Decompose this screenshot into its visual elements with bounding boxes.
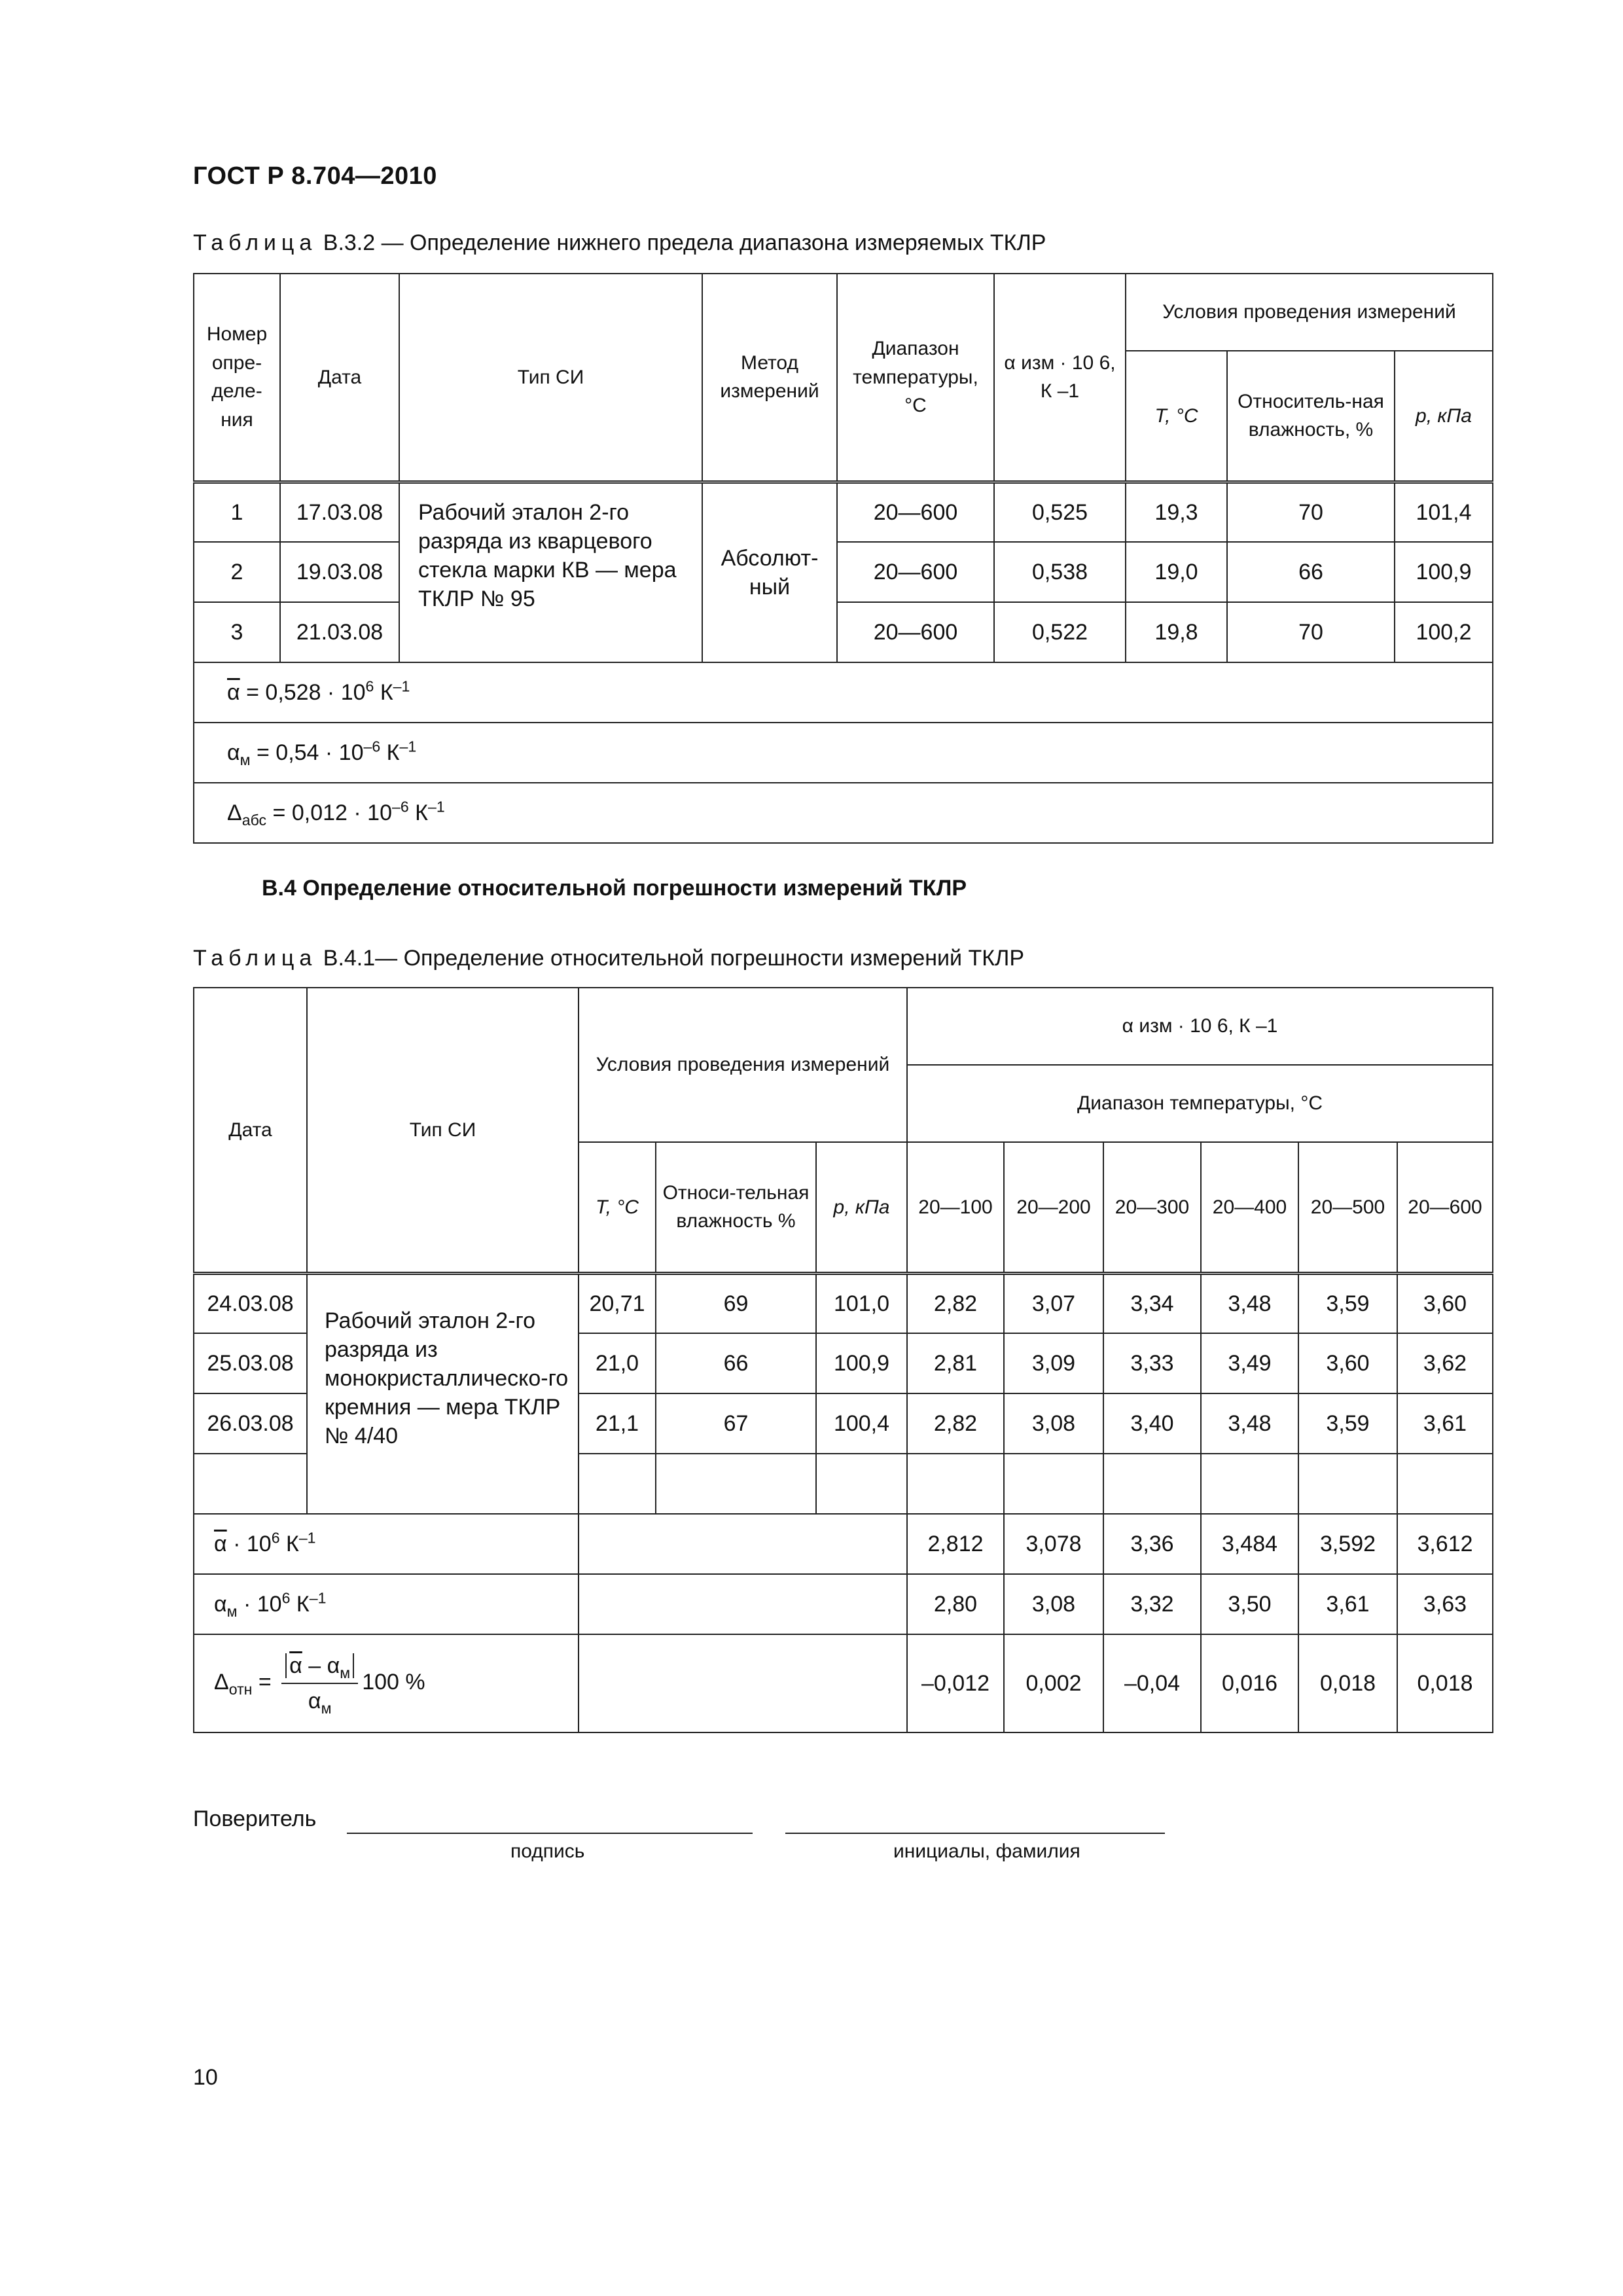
cell-humidity: 70 [1227,482,1395,542]
cell-value: 3,49 [1201,1333,1298,1393]
cell-temperature: 19,0 [1126,542,1227,602]
col-header-humidity: Относитель-ная влажность, % [1227,351,1395,482]
cell-reference: 3,63 [1397,1574,1493,1634]
cell-value: 3,09 [1004,1333,1103,1393]
col-header-temperature: Т, °С [1126,351,1227,482]
cell-relative-error: 0,002 [1004,1634,1103,1732]
cell-humidity: 66 [656,1333,816,1393]
cell-relative-error: –0,012 [907,1634,1004,1732]
relative-error-formula: $\Delta_{отн}$ = $\frac{\overline{\alpha} - \alpha_м}{\alpha_м}$ 100 % [194,1634,579,1732]
table2-caption [193,946,1024,971]
cell-value: 3,61 [1397,1393,1493,1454]
cell-empty [1397,1454,1493,1514]
section-title: В.4 Определение относительной погрешности измерений ТКЛР [262,876,967,901]
col-header-range-20-400: 20—400 [1201,1142,1298,1273]
cell-empty [579,1454,656,1514]
cell-relative-error: –0,04 [1103,1634,1201,1732]
col-header-temperature-range: Диапазон температуры, °С [907,1065,1493,1142]
cell-reference: 2,80 [907,1574,1004,1634]
cell-instrument: Рабочий эталон 2-го разряда из кварцевого стекла марки КВ — мера ТКЛР № 95 [399,482,702,662]
cell-value: 3,59 [1298,1273,1397,1333]
col-header-alpha: α изм · 10 6, К –1 [994,274,1126,482]
cell-instrument: Рабочий эталон 2-го разряда из монокристаллическо-го кремния — мера ТКЛР № 4/40 [307,1273,579,1514]
cell-value: 3,33 [1103,1333,1201,1393]
cell-humidity: 66 [1227,542,1395,602]
cell-temperature: 21,1 [579,1393,656,1454]
table-lower-limit [193,273,1493,844]
mean-alpha-formula: $\overline{\alpha} = 0,528 \cdot 10^6$ $К^{-1}$ [194,662,1493,723]
cell-empty [579,1514,907,1574]
cell-pressure: 100,2 [1395,602,1493,662]
col-header-conditions: Условия проведения измерений [579,988,907,1142]
cell-empty [1201,1454,1298,1514]
cell-range: 20—600 [837,482,994,542]
cell-date: 21.03.08 [280,602,399,662]
cell-alpha: 0,538 [994,542,1126,602]
cell-empty [194,1454,307,1514]
cell-empty [1004,1454,1103,1514]
reference-alpha-formula: $\alpha_м = 0,54 \cdot 10^{-6}$ $К^{-1}$ [194,723,1493,783]
cell-number: 3 [194,602,280,662]
table-row [194,542,1493,602]
cell-value: 2,81 [907,1333,1004,1393]
cell-pressure: 101,4 [1395,482,1493,542]
col-header-type: Тип СИ [307,988,579,1273]
table2-caption-text: В.4.1— Определение относительной погрешности измерений ТКЛР [323,946,1025,971]
table2-caption-prefix: Таблица [193,946,317,971]
table-relative-error [193,987,1493,1733]
cell-temperature: 20,71 [579,1273,656,1333]
cell-value: 3,34 [1103,1273,1201,1333]
cell-mean: 2,812 [907,1514,1004,1574]
table1-caption-prefix: Таблица [193,230,317,255]
summary-row-absolute-error [194,783,1493,843]
cell-value: 3,08 [1004,1393,1103,1454]
cell-mean: 3,612 [1397,1514,1493,1574]
cell-mean: 3,36 [1103,1514,1201,1574]
summary-row-reference [194,723,1493,783]
cell-empty [1103,1454,1201,1514]
cell-humidity: 70 [1227,602,1395,662]
cell-reference: 3,08 [1004,1574,1103,1634]
table1-caption-text: В.3.2 — Определение нижнего предела диапазона измеряемых ТКЛР [323,230,1046,255]
cell-alpha: 0,525 [994,482,1126,542]
cell-range: 20—600 [837,542,994,602]
col-header-temperature: Т, °С [579,1142,656,1273]
cell-range: 20—600 [837,602,994,662]
cell-date: 24.03.08 [194,1273,307,1333]
cell-pressure: 101,0 [816,1273,907,1333]
cell-mean: 3,592 [1298,1514,1397,1574]
summary-row-reference [194,1574,1493,1634]
col-header-range: Диапазон температуры, °С [837,274,994,482]
cell-date: 19.03.08 [280,542,399,602]
absolute-error-formula: $\Delta_{абс} = 0,012 \cdot 10^{-6}$ $К^{-1}$ [194,783,1493,843]
cell-relative-error: 0,018 [1298,1634,1397,1732]
mean-alpha-label: $\overline{\alpha} \cdot 10^6$ $К^{-1}$ [194,1514,579,1574]
cell-value: 3,07 [1004,1273,1103,1333]
col-header-conditions: Условия проведения измерений [1126,274,1493,351]
document-header: ГОСТ Р 8.704—2010 [193,162,437,190]
verifier-label: Поверитель [193,1806,317,1831]
col-header-date: Дата [194,988,307,1273]
cell-pressure: 100,9 [816,1333,907,1393]
cell-empty [1298,1454,1397,1514]
cell-reference: 3,32 [1103,1574,1201,1634]
col-header-range-20-300: 20—300 [1103,1142,1201,1273]
summary-row-relative-error [194,1634,1493,1732]
cell-pressure: 100,9 [1395,542,1493,602]
cell-value: 2,82 [907,1393,1004,1454]
cell-pressure: 100,4 [816,1393,907,1454]
col-header-pressure: р, кПа [816,1142,907,1273]
cell-humidity: 69 [656,1273,816,1333]
col-header-type: Тип СИ [399,274,702,482]
cell-value: 3,48 [1201,1273,1298,1333]
summary-row-mean [194,1514,1493,1574]
cell-value: 3,60 [1298,1333,1397,1393]
name-caption: инициалы, фамилия [893,1840,1080,1862]
cell-date: 26.03.08 [194,1393,307,1454]
cell-temperature: 19,8 [1126,602,1227,662]
cell-value: 3,62 [1397,1333,1493,1393]
cell-temperature: 19,3 [1126,482,1227,542]
cell-empty [579,1634,907,1732]
col-header-range-20-500: 20—500 [1298,1142,1397,1273]
col-header-range-20-100: 20—100 [907,1142,1004,1273]
cell-relative-error: 0,016 [1201,1634,1298,1732]
cell-value: 2,82 [907,1273,1004,1333]
cell-reference: 3,61 [1298,1574,1397,1634]
cell-date: 17.03.08 [280,482,399,542]
cell-empty [816,1454,907,1514]
summary-row-mean [194,662,1493,723]
cell-empty [656,1454,816,1514]
cell-method: Абсолют-ный [702,482,837,662]
col-header-method: Метод измерений [702,274,837,482]
cell-value: 3,40 [1103,1393,1201,1454]
signature-line [347,1833,753,1834]
cell-number: 1 [194,482,280,542]
cell-number: 2 [194,542,280,602]
cell-humidity: 67 [656,1393,816,1454]
cell-value: 3,60 [1397,1273,1493,1333]
reference-alpha-label: $\alpha_м \cdot 10^6$ $К^{-1}$ [194,1574,579,1634]
col-header-number: Номер опре-деле-ния [194,274,280,482]
cell-empty [907,1454,1004,1514]
name-line [785,1833,1165,1834]
cell-value: 3,48 [1201,1393,1298,1454]
table-row [194,482,1493,542]
cell-reference: 3,50 [1201,1574,1298,1634]
cell-empty [579,1574,907,1634]
cell-mean: 3,078 [1004,1514,1103,1574]
page-number: 10 [193,2065,218,2090]
cell-alpha: 0,522 [994,602,1126,662]
cell-value: 3,59 [1298,1393,1397,1454]
table-row [194,602,1493,662]
table1-caption [193,230,1046,256]
cell-date: 25.03.08 [194,1333,307,1393]
cell-mean: 3,484 [1201,1514,1298,1574]
col-header-humidity: Относи-тельная влажность % [656,1142,816,1273]
signature-caption: подпись [510,1840,585,1862]
col-header-pressure: р, кПа [1395,351,1493,482]
col-header-range-20-200: 20—200 [1004,1142,1103,1273]
cell-temperature: 21,0 [579,1333,656,1393]
cell-relative-error: 0,018 [1397,1634,1493,1732]
table-row [194,1273,1493,1333]
col-header-date: Дата [280,274,399,482]
col-header-range-20-600: 20—600 [1397,1142,1493,1273]
col-header-alpha: α изм · 10 6, К –1 [907,988,1493,1065]
